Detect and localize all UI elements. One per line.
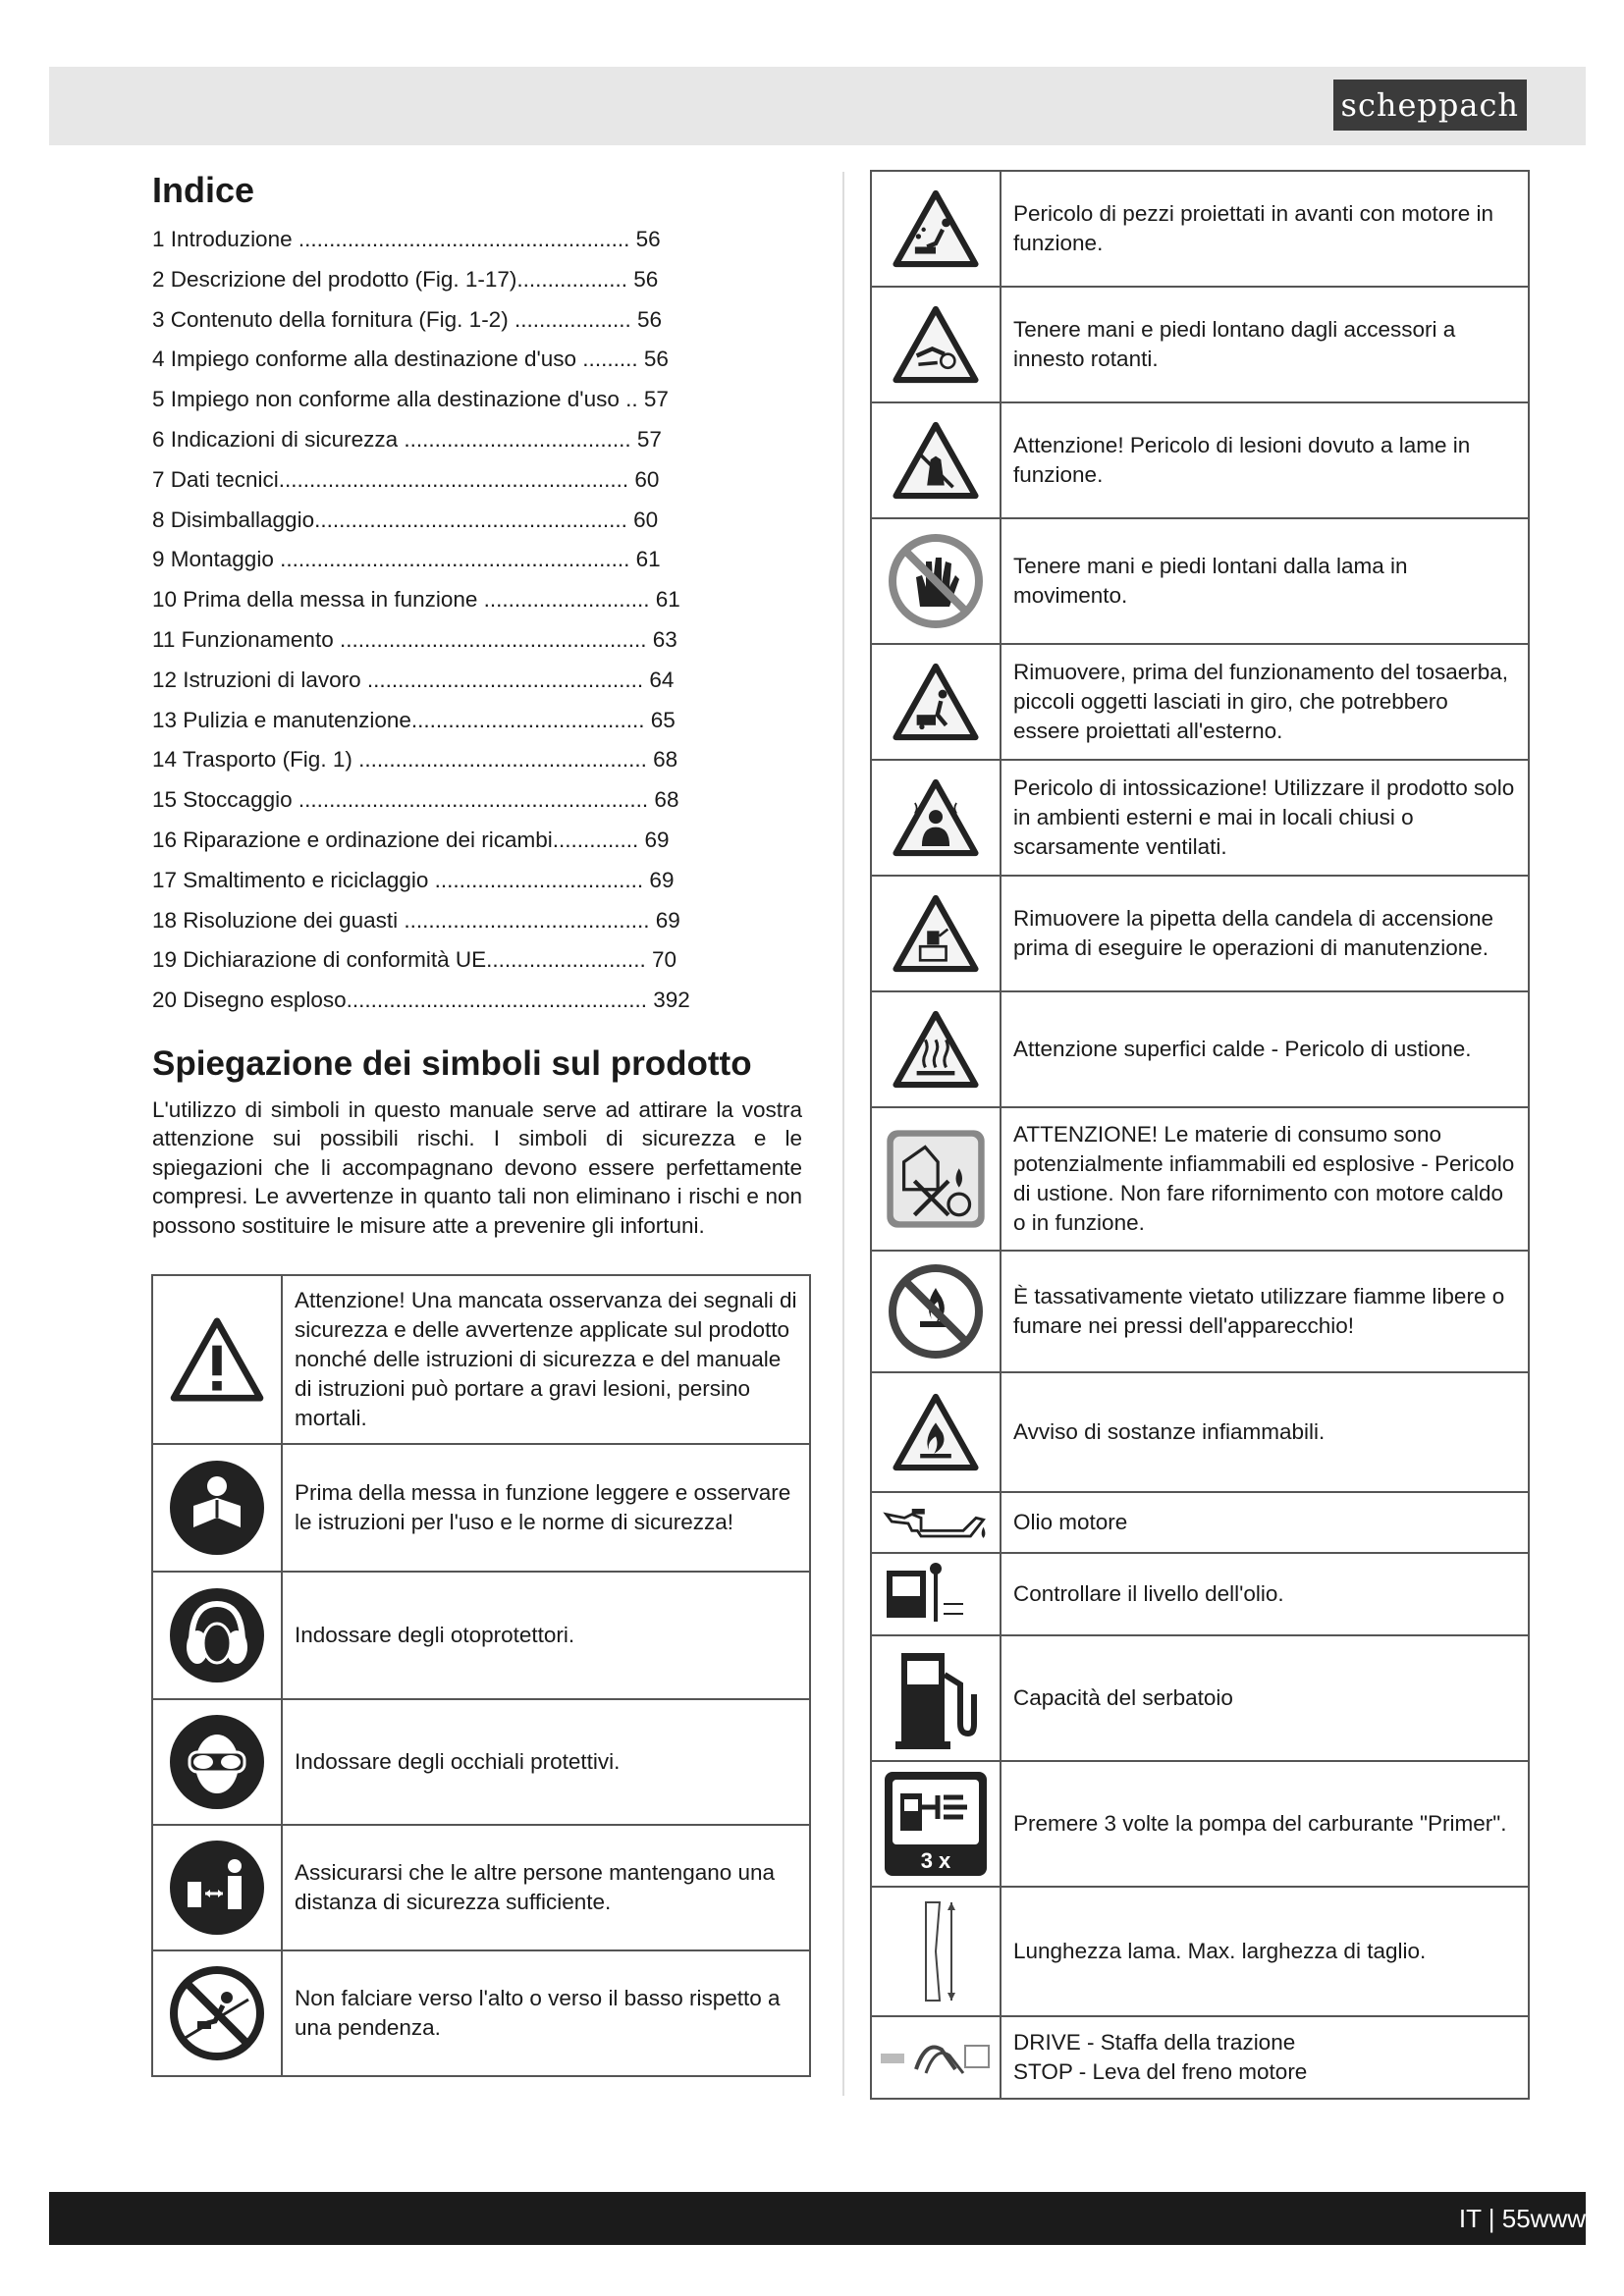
oil-level-icon — [871, 1553, 1001, 1635]
toc-entry[interactable]: 12 Istruzioni di lavoro ............................................. 64 — [152, 667, 675, 692]
symbols-section-title: Spiegazione dei simboli sul prodotto — [152, 1043, 752, 1083]
primer-icon — [871, 1761, 1001, 1887]
toc-entry[interactable]: 7 Dati tecnici......................................................... 60 — [152, 466, 660, 492]
safety-distance-icon — [152, 1825, 282, 1950]
symbol-description: Controllare il livello dell'olio. — [1001, 1553, 1529, 1635]
symbol-description: Capacità del serbatoio — [1001, 1635, 1529, 1761]
rotating-attachment-warning-icon — [871, 287, 1001, 402]
general-warning-icon — [152, 1275, 282, 1444]
drive-stop-lever-icon — [871, 2016, 1001, 2099]
symbol-row — [871, 1553, 1529, 1635]
column-divider — [842, 172, 844, 2096]
toc-entry[interactable]: 13 Pulizia e manutenzione...................................... 65 — [152, 707, 676, 732]
toc-entry[interactable]: 17 Smaltimento e riciclaggio .................................. 69 — [152, 867, 675, 892]
toc-entry[interactable]: 16 Riparazione e ordinazione dei ricambi.............. 69 — [152, 827, 670, 852]
symbol-description: Pericolo di intossicazione! Utilizzare il prodotto solo in ambienti esterni e mai in locali chiusi o scarsamente ventilati. — [1001, 760, 1529, 876]
brand-logo: scheppach — [1333, 80, 1527, 131]
toc-entry[interactable]: 2 Descrizione del prodotto (Fig. 1-17).................. 56 — [152, 266, 659, 292]
toc-entry[interactable]: 3 Contenuto della fornitura (Fig. 1-2) ................... 56 — [152, 306, 662, 332]
toc-entry[interactable]: 18 Risoluzione dei guasti ........................................ 69 — [152, 907, 680, 933]
symbol-description: Attenzione! Pericolo di lesioni dovuto a lame in funzione. — [1001, 402, 1529, 518]
symbol-row — [871, 1251, 1529, 1372]
header-band — [49, 67, 1586, 145]
toc-entry[interactable]: 1 Introduzione ...................................................... 56 — [152, 227, 661, 251]
left-symbol-table — [151, 1274, 811, 2077]
fuel-pump-icon — [871, 1635, 1001, 1761]
symbol-description: Non falciare verso l'alto o verso il basso rispetto a una pendenza. — [282, 1950, 810, 2076]
no-slope-mowing-icon — [152, 1950, 282, 2076]
symbol-row — [871, 644, 1529, 760]
symbol-row — [152, 1950, 810, 2076]
toc-entry[interactable]: 4 Impiego conforme alla destinazione d'uso ......... 56 — [152, 347, 669, 372]
symbol-row — [871, 876, 1529, 991]
symbol-description: Indossare degli otoprotettori. — [282, 1572, 810, 1699]
symbol-row — [871, 1492, 1529, 1553]
symbol-description: DRIVE - Staffa della trazione STOP - Leva del freno motore — [1001, 2016, 1529, 2099]
symbol-row — [871, 1372, 1529, 1492]
symbol-row — [871, 991, 1529, 1107]
symbol-row — [871, 171, 1529, 287]
symbol-row — [152, 1444, 810, 1572]
symbol-description: Attenzione superfici calde - Pericolo di ustione. — [1001, 991, 1529, 1107]
symbol-description: Indossare degli occhiali protettivi. — [282, 1699, 810, 1825]
no-hands-blade-icon — [871, 518, 1001, 644]
symbol-description: Tenere mani e piedi lontani dalla lama in movimento. — [1001, 518, 1529, 644]
symbol-description: Olio motore — [1001, 1492, 1529, 1553]
symbol-row — [871, 760, 1529, 876]
toc-entry[interactable]: 5 Impiego non conforme alla destinazione d'uso .. 57 — [152, 387, 669, 412]
primer-count-label: 3 x — [920, 1848, 951, 1873]
symbol-description: Rimuovere, prima del funzionamento del tosaerba, piccoli oggetti lasciati in giro, che potrebbero essere proiettati all'esterno. — [1001, 644, 1529, 760]
symbol-row — [871, 2016, 1529, 2099]
ear-protection-icon — [152, 1572, 282, 1699]
no-open-flame-icon — [871, 1251, 1001, 1372]
flammable-warning-icon — [871, 1372, 1001, 1492]
symbol-description: Tenere mani e piedi lontano dagli accessori a innesto rotanti. — [1001, 287, 1529, 402]
table-of-contents — [152, 220, 810, 1021]
blade-length-icon — [871, 1887, 1001, 2016]
symbol-description: Avviso di sostanze infiammabili. — [1001, 1372, 1529, 1492]
toc-entry[interactable]: 8 Disimballaggio................................................... 60 — [152, 507, 659, 532]
toc-entry[interactable]: 19 Dichiarazione di conformità UE.......................... 70 — [152, 947, 677, 973]
symbol-description: Prima della messa in funzione leggere e osservare le istruzioni per l'uso e le norme di sicurezza! — [282, 1444, 810, 1572]
symbol-row — [871, 518, 1529, 644]
symbol-row — [871, 1635, 1529, 1761]
symbol-row — [152, 1825, 810, 1950]
toc-entry[interactable]: 6 Indicazioni di sicurezza ..................................... 57 — [152, 426, 662, 452]
toc-entry[interactable]: 11 Funzionamento .................................................. 63 — [152, 626, 677, 652]
symbol-row — [871, 402, 1529, 518]
symbol-description: Attenzione! Una mancata osservanza dei segnali di sicurezza e delle avvertenze applicate sul prodotto nonché delle istruzioni di sicurezza e del manuale di istruzioni può portare a gravi lesioni, persino mortali. — [282, 1275, 810, 1444]
eye-protection-icon — [152, 1699, 282, 1825]
page-number: IT | 55www — [1458, 2204, 1586, 2233]
toc-entry[interactable]: 9 Montaggio ......................................................... 61 — [152, 547, 661, 572]
ejected-parts-warning-icon — [871, 171, 1001, 287]
symbol-description: Premere 3 volte la pompa del carburante "Primer". — [1001, 1761, 1529, 1887]
blade-injury-warning-icon — [871, 402, 1001, 518]
symbols-intro: L'utilizzo di simboli in questo manuale serve ad attirare la vostra attenzione sui possibili rischi. I simboli di sicurezza e le spiegazioni che li accompagnano devono essere perfettamente compresi. Le avvertenze in quanto tali non eliminano i rischi e non possono sostituire le misure atte a prevenire gli infortuni. — [152, 1096, 802, 1238]
symbol-row — [152, 1699, 810, 1825]
symbol-description: Rimuovere la pipetta della candela di accensione prima di eseguire le operazioni di manutenzione. — [1001, 876, 1529, 991]
symbol-description: Assicurarsi che le altre persone mantengano una distanza di sicurezza sufficiente. — [282, 1825, 810, 1950]
toc-entry[interactable]: 10 Prima della messa in funzione ........................... 61 — [152, 587, 680, 613]
symbol-description: ATTENZIONE! Le materie di consumo sono potenzialmente infiammabili ed esplosive - Pericolo di ustione. Non fare rifornimento con motore caldo o in funzione. — [1001, 1107, 1529, 1251]
remove-objects-warning-icon — [871, 644, 1001, 760]
fuel-hazard-icon — [871, 1107, 1001, 1251]
symbol-description: Pericolo di pezzi proiettati in avanti con motore in funzione. — [1001, 171, 1529, 287]
symbol-row — [871, 287, 1529, 402]
toc-entry[interactable]: 20 Disegno esploso................................................. 392 — [152, 988, 690, 1013]
left-column — [152, 169, 810, 1240]
toc-entry[interactable]: 14 Trasporto (Fig. 1) ............................................... 68 — [152, 747, 678, 773]
symbol-description: Lunghezza lama. Max. larghezza di taglio. — [1001, 1887, 1529, 2016]
toxic-fumes-warning-icon — [871, 760, 1001, 876]
engine-oil-icon — [871, 1492, 1001, 1553]
toc-entry[interactable]: 15 Stoccaggio ......................................................... 68 — [152, 787, 679, 813]
toc-title: Indice — [152, 170, 255, 210]
symbol-row — [871, 1761, 1529, 1887]
symbol-row — [152, 1275, 810, 1444]
spark-plug-warning-icon — [871, 876, 1001, 991]
symbol-row — [152, 1572, 810, 1699]
symbol-row — [871, 1887, 1529, 2016]
right-symbol-table — [870, 170, 1530, 2100]
hot-surface-warning-icon — [871, 991, 1001, 1107]
symbol-row — [871, 1107, 1529, 1251]
symbol-description: È tassativamente vietato utilizzare fiamme libere o fumare nei pressi dell'apparecchio! — [1001, 1251, 1529, 1372]
footer-band — [49, 2192, 1586, 2245]
read-manual-icon — [152, 1444, 282, 1572]
